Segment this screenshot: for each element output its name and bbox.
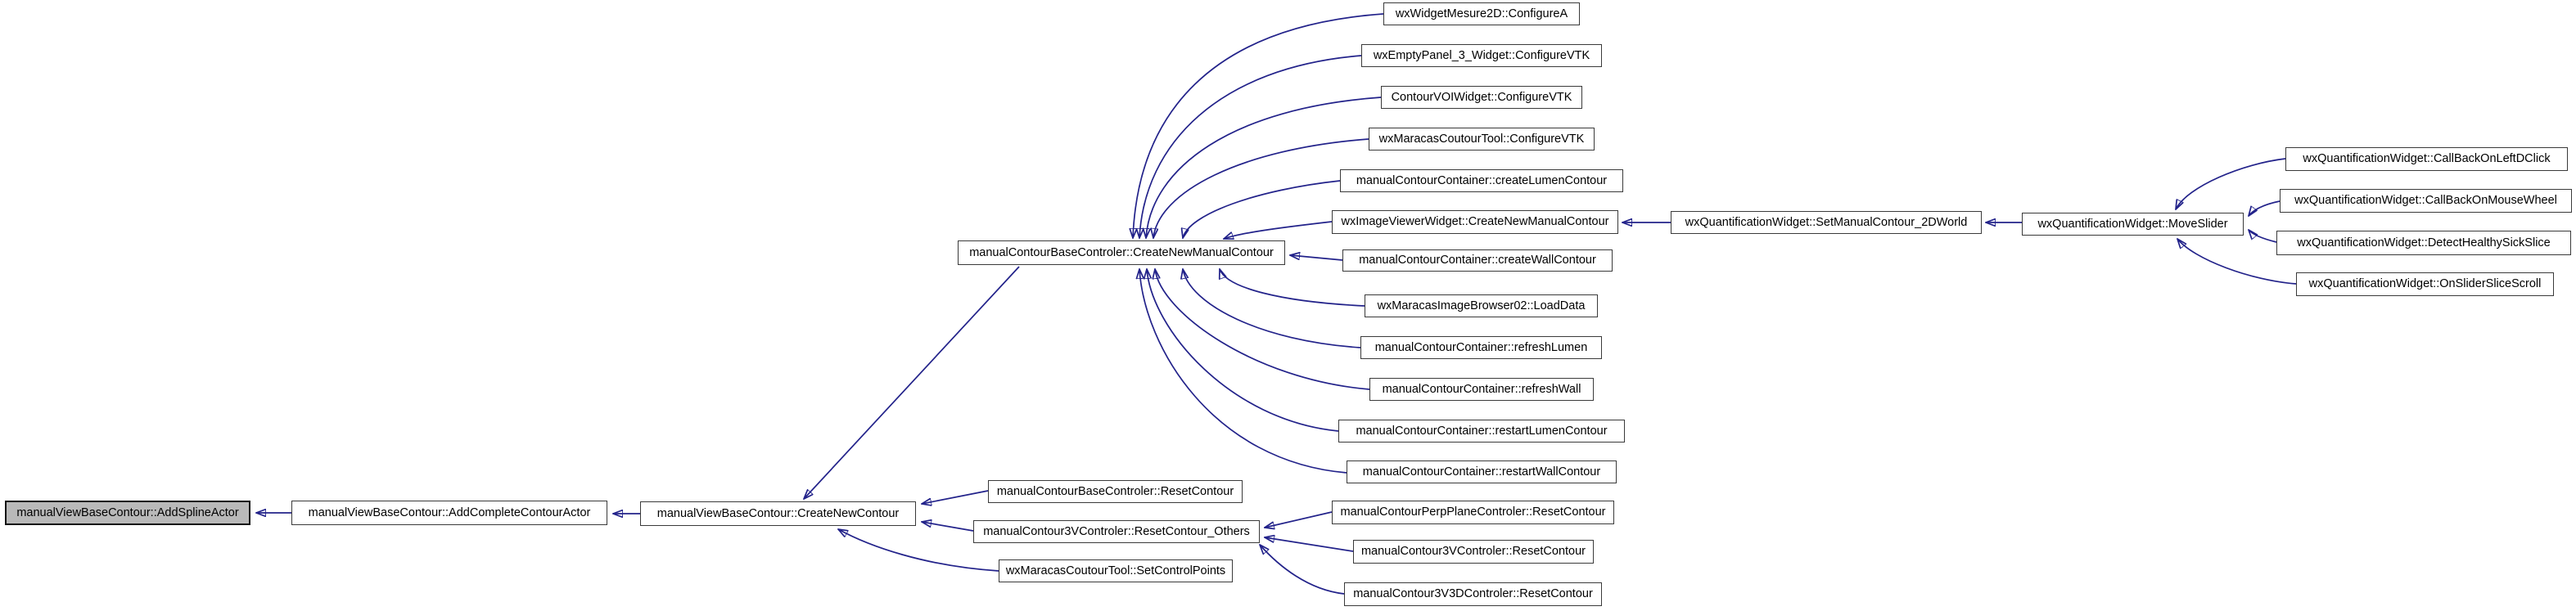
edge-emptyPanelConfigureVTK-to-createNewManualContour <box>1139 56 1361 238</box>
node-on-slider-slice-scroll[interactable]: wxQuantificationWidget::OnSliderSliceScroll <box>2296 272 2554 296</box>
node-detect-healthy-sick-slice[interactable]: wxQuantificationWidget::DetectHealthySickSlice <box>2276 231 2571 255</box>
node-add-spline-actor: manualViewBaseContour::AddSplineActor <box>5 501 250 525</box>
node-set-manual-contour-2dworld[interactable]: wxQuantificationWidget::SetManualContour_2DWorld <box>1671 211 1982 234</box>
node-restart-wall-contour[interactable]: manualContourContainer::restartWallContour <box>1347 460 1617 483</box>
node-refresh-lumen[interactable]: manualContourContainer::refreshLumen <box>1360 336 1602 359</box>
node-create-lumen-contour[interactable]: manualContourContainer::createLumenContour <box>1340 169 1623 192</box>
edge-createLumenContour-to-createNewManualContour <box>1183 181 1340 238</box>
node-set-control-points[interactable]: wxMaracasCoutourTool::SetControlPoints <box>999 559 1233 582</box>
node-contour-3v-reset-contour[interactable]: manualContour3VControler::ResetContour <box>1353 540 1594 564</box>
node-empty-panel-configure-vtk[interactable]: wxEmptyPanel_3_Widget::ConfigureVTK <box>1361 44 1602 67</box>
node-contour-voi-configure-vtk[interactable]: ContourVOIWidget::ConfigureVTK <box>1381 86 1582 109</box>
node-move-slider[interactable]: wxQuantificationWidget::MoveSlider <box>2022 213 2244 236</box>
edge-baseResetContour-to-createNewContour <box>922 491 988 504</box>
node-base-reset-contour[interactable]: manualContourBaseControler::ResetContour <box>988 480 1243 503</box>
node-restart-lumen-contour[interactable]: manualContourContainer::restartLumenContour <box>1338 420 1625 443</box>
edge-restartLumenContour-to-createNewManualContour <box>1147 269 1338 431</box>
edge-callBackOnLeftDClick-to-moveSlider <box>2176 159 2285 209</box>
node-image-viewer-create-new-manual-contour[interactable]: wxImageViewerWidget::CreateNewManualContour <box>1332 210 1618 234</box>
node-maracas-coutour-configure-vtk[interactable]: wxMaracasCoutourTool::ConfigureVTK <box>1369 128 1595 151</box>
node-add-complete-contour-actor[interactable]: manualViewBaseContour::AddCompleteContourActor <box>291 501 607 525</box>
node-create-new-manual-contour[interactable]: manualContourBaseControler::CreateNewManualContour <box>958 240 1285 265</box>
edge-perpPlaneResetContour-to-resetContourOthers <box>1265 512 1332 528</box>
edge-loadData-to-createNewManualContour <box>1220 269 1365 306</box>
node-create-new-contour[interactable]: manualViewBaseContour::CreateNewContour <box>640 501 916 526</box>
node-callback-on-left-dclick[interactable]: wxQuantificationWidget::CallBackOnLeftDClick <box>2285 147 2568 171</box>
node-configure-a[interactable]: wxWidgetMesure2D::ConfigureA <box>1383 2 1580 25</box>
edge-contour3VResetContour-to-resetContourOthers <box>1265 537 1353 551</box>
node-contour-3v3d-reset-contour[interactable]: manualContour3V3DControler::ResetContour <box>1344 582 1602 606</box>
node-reset-contour-others[interactable]: manualContour3VControler::ResetContour_Others <box>973 520 1260 543</box>
node-create-wall-contour[interactable]: manualContourContainer::createWallContour <box>1342 249 1613 272</box>
edge-callBackOnMouseWheel-to-moveSlider <box>2249 201 2280 216</box>
edge-detectHealthySickSlice-to-moveSlider <box>2249 230 2276 242</box>
edge-refreshLumen-to-createNewManualContour <box>1183 269 1360 348</box>
node-load-data[interactable]: wxMaracasImageBrowser02::LoadData <box>1365 294 1598 317</box>
edge-contour3V3DResetContour-to-resetContourOthers <box>1260 545 1344 594</box>
edge-imageViewerCreateNewManualContour-to-createNewManualContour <box>1224 222 1332 239</box>
edge-createWallContour-to-createNewManualContour <box>1290 255 1342 260</box>
node-perp-plane-reset-contour[interactable]: manualContourPerpPlaneControler::ResetContour <box>1332 501 1614 524</box>
edge-createNewManualContour-to-createNewContour <box>804 267 1019 499</box>
node-callback-on-mouse-wheel[interactable]: wxQuantificationWidget::CallBackOnMouseWheel <box>2280 189 2572 213</box>
node-refresh-wall[interactable]: manualContourContainer::refreshWall <box>1369 378 1594 401</box>
edge-resetContourOthers-to-createNewContour <box>922 522 973 531</box>
